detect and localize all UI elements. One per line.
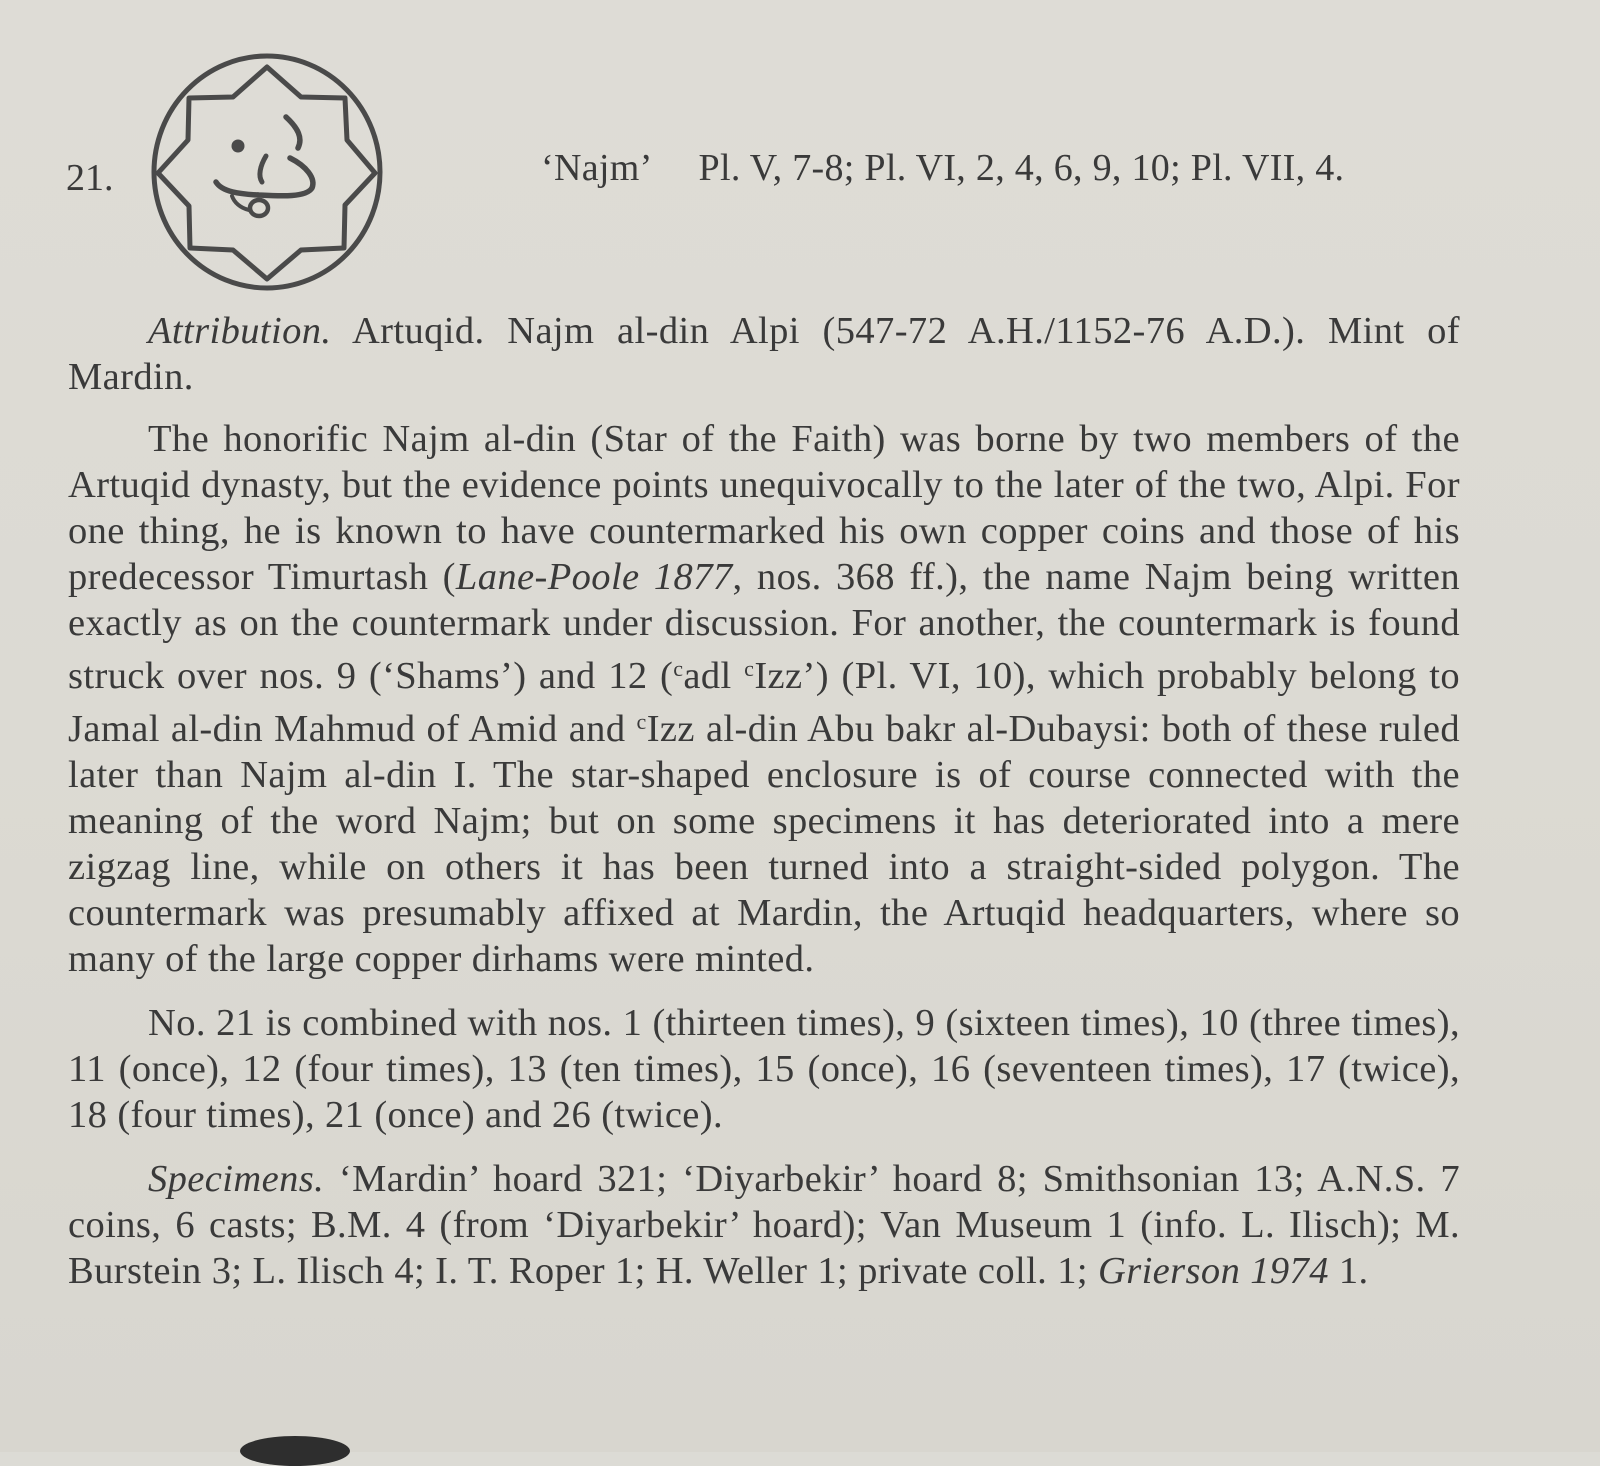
discussion-text-2: , nos. 368 ff.), the name Najm being written exactly as on the countermark under discussion. For another, the countermark is found struck over nos. 9 (‘Shams’) and 12 ( [68,556,1460,697]
attribution-paragraph [68,308,1460,400]
discussion-text-4: Izz’) (Pl. VI, 10), which probably belong to Jamal al-din Mahmud of Amid and [68,655,1461,750]
entry-body [68,308,1460,1312]
entry-number: 21. [66,157,114,199]
page-edge-shadow [240,1436,350,1466]
reference-lane-poole: Lane-Poole 1877 [455,556,733,598]
specimens-label: Specimens. [148,1158,325,1200]
discussion-paragraph [68,416,1460,982]
discussion-text-3: adl [683,655,745,697]
specimens-end: 1. [1328,1250,1369,1292]
reference-grierson: Grierson 1974 [1098,1250,1329,1292]
countermark-name: ‘Najm’ [541,147,653,189]
plate-references: Pl. V, 7-8; Pl. VI, 2, 4, 6, 9, 10; Pl. VII, 4. [698,147,1345,189]
attribution-label: Attribution. [148,310,332,352]
specimens-text: ‘Mardin’ hoard 321; ‘Diyarbekir’ hoard 8; Smithsonian 13; A.N.S. 7 coins, 6 casts; B.M. 4 (from ‘Diyarbekir’ hoard); Van Museum 1 (info. L. Ilisch); M. Burstein 3; L. Ilisch 4; I. T. Roper 1; H. Weller 1; private coll. 1; [68,1158,1460,1292]
combinations-paragraph: No. 21 is combined with nos. 1 (thirteen times), 9 (sixteen times), 10 (three times), 11 (once), 12 (four times), 13 (ten times), 15 (once), 16 (seventeen times), 17 (twice), 18 (four times), 21 (once) and 26 (twice). [68,1002,1460,1136]
discussion-text-1: The honorific Najm al-din (Star of the Faith) was borne by two members of the Artuqid dynasty, but the evidence points unequivocally to the later of the two, Alpi. For one thing, he is known to have countermarked his own copper coins and those of his predecessor Timurtash ( [68,418,1460,598]
ayn-superscript: c [744,656,755,681]
specimens-paragraph [68,1156,1460,1294]
discussion-text-5: Izz al-din Abu bakr al-Dubaysi: both of these ruled later than Najm al-din I. The star-shaped enclosure is of course connected with the meaning of the word Najm; but on some specimens it has deteriorated into a mere zigzag line, while on others it has been turned into a straight-sided polygon. The countermark was presumably affixed at Mardin, the Artuqid headquarters, where so many of the large copper dirhams were minted. [68,708,1461,980]
entry-header [541,147,1344,189]
ayn-superscript: c [673,656,684,681]
star-countermark-icon [148,50,388,300]
ayn-superscript: c [636,709,647,734]
attribution-text: Artuqid. Najm al-din Alpi (547-72 A.H./1152-76 A.D.). Mint of Mardin. [68,310,1460,398]
